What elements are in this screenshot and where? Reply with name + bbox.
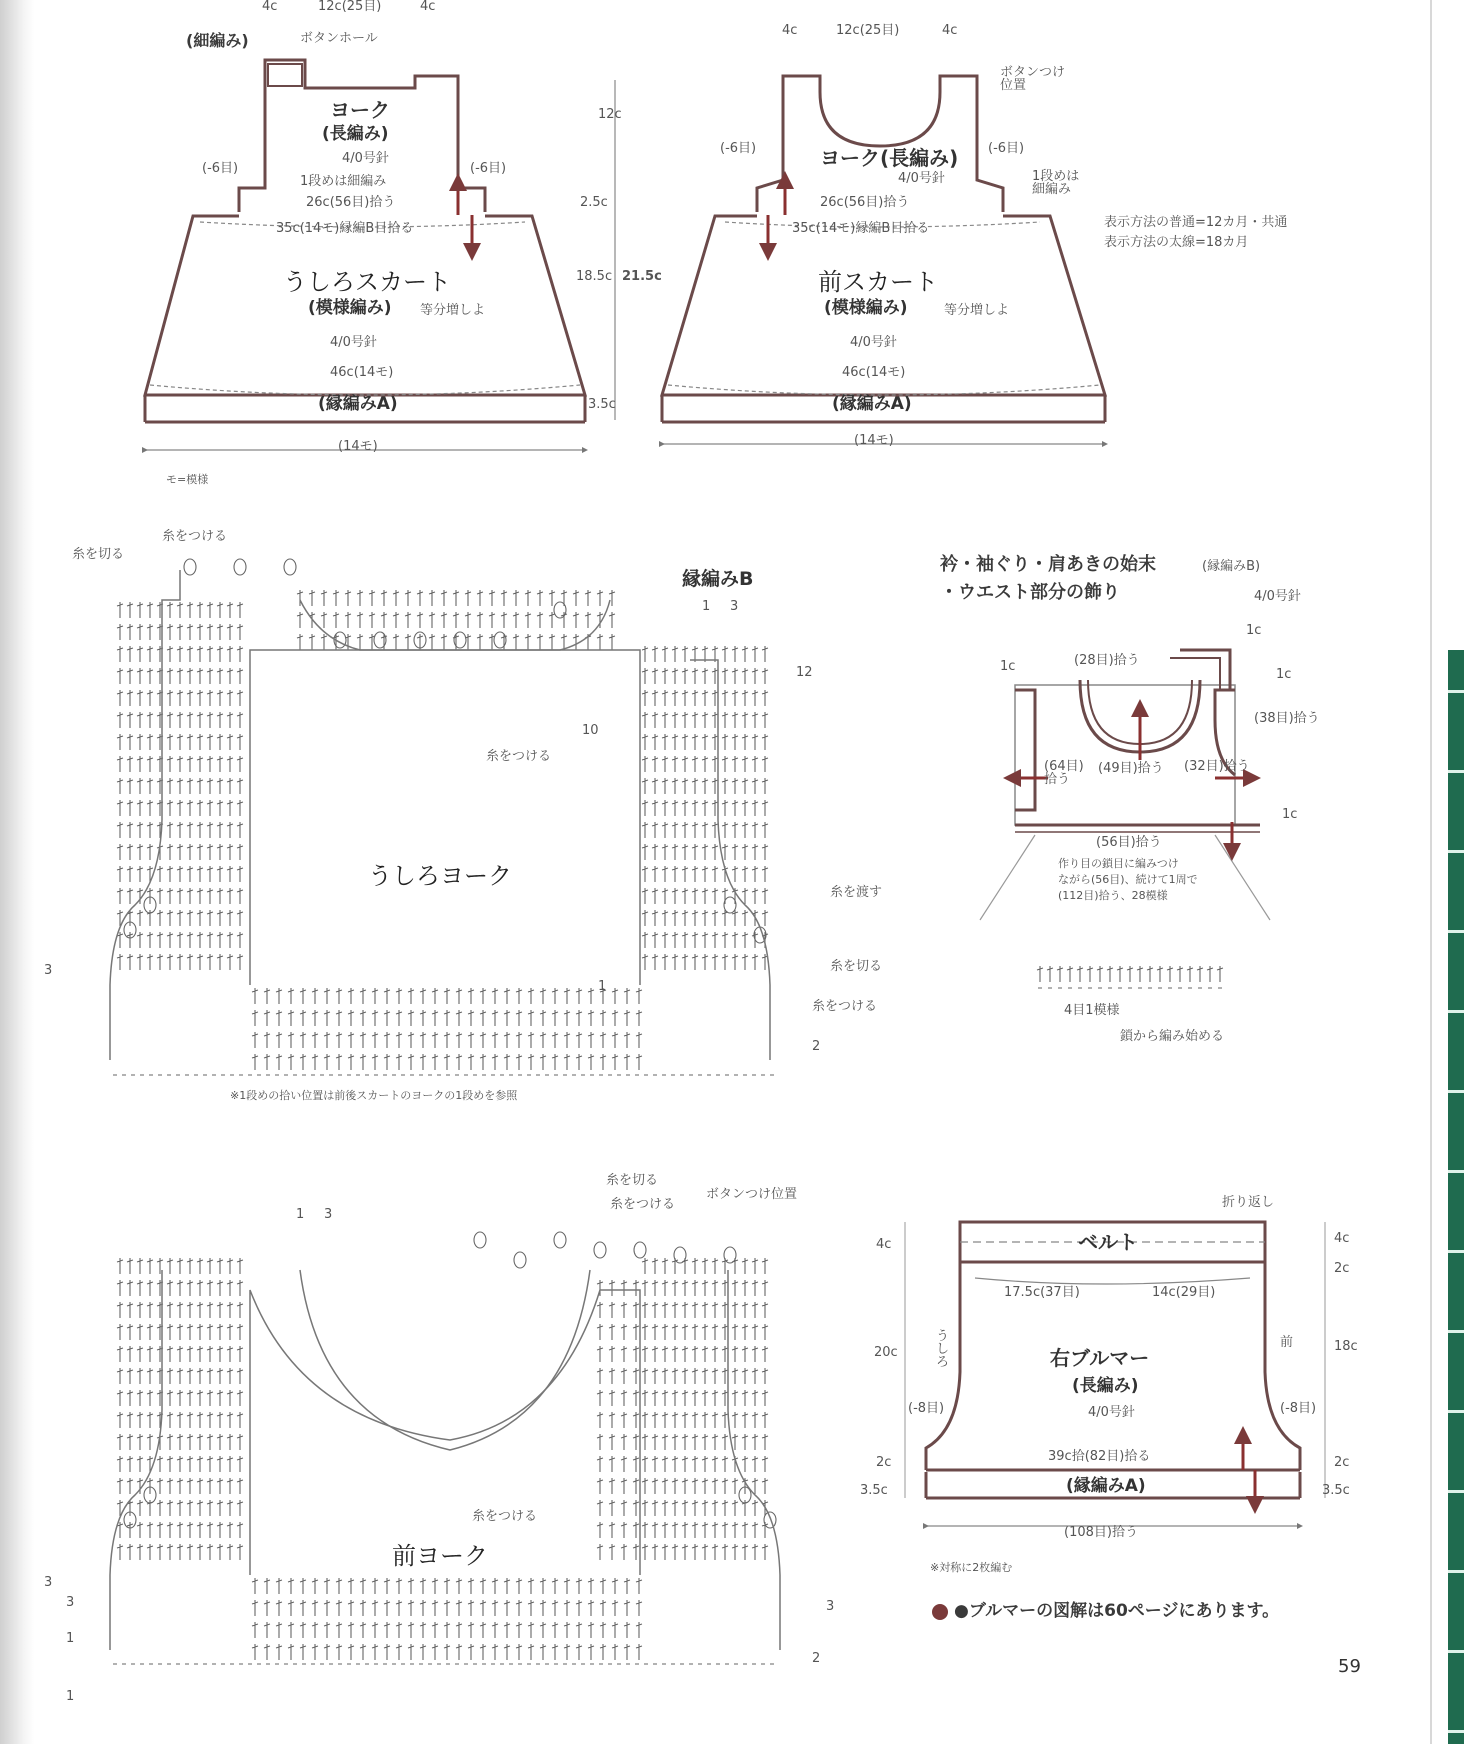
- picot-loop: [764, 1512, 776, 1528]
- bloomers-front-label: 前: [1280, 1335, 1294, 1350]
- back-yoke-chart-outline: [110, 570, 770, 1060]
- front-yoke-chart-title: 前ヨーク: [392, 1542, 488, 1570]
- back-chart-cut-yarn-right: 糸を切る: [830, 959, 883, 974]
- front-row1-note: 1段めは細編み: [1032, 169, 1080, 197]
- back-yoke-chart-title: うしろヨーク: [368, 862, 512, 890]
- picot-loop: [724, 897, 736, 913]
- edge-stitch-b-row-3: 3: [730, 599, 739, 614]
- front-border-label: (縁編みA): [832, 394, 912, 414]
- finish-pick-32: (32目)拾う: [1184, 759, 1250, 774]
- front-top-dim-left: 4c: [782, 23, 798, 38]
- mid-dim-yoke: 12c: [598, 107, 622, 122]
- finish-title-2: ・ウエスト部分の飾り: [940, 582, 1120, 603]
- back-skirt-needle: 4/0号針: [330, 335, 377, 350]
- front-waist-width: 35c(14モ)縁編B目拾る: [792, 221, 930, 236]
- finish-dim-right: 1c: [1276, 667, 1292, 682]
- front-skirt-stitch: (模様編み): [824, 298, 908, 318]
- back-chart-row-3-left: 3: [44, 963, 53, 978]
- front-chart-button-position: ボタンつけ位置: [706, 1187, 798, 1202]
- pattern-unit-note: モ=模様: [166, 473, 209, 486]
- back-chart-row-1-inner: 1: [598, 979, 607, 994]
- front-dec-left: (-6目): [720, 141, 757, 156]
- front-top-dim-right: 4c: [942, 23, 958, 38]
- picot-loop: [554, 602, 566, 618]
- bloomers-page-reference: ●ブルマーの図解は60ページにあります。: [954, 1601, 1280, 1621]
- back-chart-attach-yarn-right: 糸をつける: [812, 999, 878, 1014]
- back-yoke-width: 26c(56目)拾う: [306, 195, 396, 210]
- front-yoke-title: ヨーク(長編み): [820, 146, 959, 170]
- mid-dim-skirt-18: 21.5c: [622, 269, 662, 284]
- bloomers-dim-left-hem: 3.5c: [860, 1483, 888, 1498]
- front-chart-attach-yarn-inner: 糸をつける: [472, 1509, 538, 1524]
- front-chart-row-1-left: 1: [66, 1631, 75, 1646]
- finish-waist-note-3: (112目)拾う、28模様: [1058, 889, 1168, 902]
- back-yoke-stitch: (長編み): [322, 124, 389, 144]
- bloomers-footnote: ※対称に2枚編む: [930, 1561, 1013, 1574]
- bloomers-border-label: (縁編みA): [1066, 1476, 1146, 1496]
- mid-dim-waist: 2.5c: [580, 195, 608, 210]
- front-top-dim-center: 12c(25目): [836, 23, 900, 38]
- back-chart-attach-yarn-mid: 糸をつける: [486, 749, 552, 764]
- picot-loop: [184, 559, 196, 575]
- finish-title-note: (縁編みB): [1202, 559, 1261, 574]
- bloomers-title: 右ブルマー: [1050, 1346, 1150, 1370]
- finish-repeat-label: 4目1模様: [1064, 1003, 1120, 1018]
- front-dim-lines: [615, 80, 1105, 444]
- back-yoke-title: ヨーク: [330, 98, 390, 122]
- bloomers-pick-count: 39c拾(82目)拾る: [1048, 1449, 1151, 1464]
- front-chart-row-1: 1: [296, 1207, 305, 1222]
- front-chart-row-3-left-2: 3: [66, 1595, 75, 1610]
- front-button-position: ボタンつけ位置: [1000, 65, 1066, 93]
- back-buttonhole-label: ボタンホール: [300, 31, 378, 46]
- picot-loop: [554, 1232, 566, 1248]
- finish-waist-note-1: 作り目の鎖目に編みつけ: [1058, 857, 1179, 870]
- front-bottom-width: (14モ): [854, 433, 894, 448]
- bloomers-dim-right-hem: 3.5c: [1322, 1483, 1350, 1498]
- front-hem-width: 46c(14モ): [842, 365, 906, 380]
- back-chart-attach-yarn-top: 糸をつける: [162, 529, 228, 544]
- finish-pick-38: (38目)拾う: [1254, 711, 1320, 726]
- bloomers-stitch: (長編み): [1072, 1376, 1139, 1396]
- picot-loop: [674, 1247, 686, 1263]
- front-skirt-note: 等分増しよ: [944, 303, 1010, 318]
- bloomers-needle: 4/0号針: [1088, 1405, 1135, 1420]
- bloomers-dim-right-belt: 4c: [1334, 1231, 1350, 1246]
- front-chart-cut-yarn: 糸を切る: [606, 1173, 659, 1188]
- bloomers-width-left: 17.5c(37目): [1004, 1285, 1080, 1300]
- bloomers-fold-label: 折り返し: [1222, 1195, 1275, 1210]
- page-number: 59: [1338, 1656, 1361, 1677]
- front-direction-arrows: [768, 180, 785, 252]
- finish-dim-left: 1c: [1000, 659, 1016, 674]
- back-skirt-stitch: (模様編み): [308, 298, 392, 318]
- legend-size-12: 表示方法の普通=12カ月・共通: [1104, 215, 1288, 230]
- bloomers-dec-left: (-8目): [908, 1401, 945, 1416]
- back-dec-right: (-6目): [470, 161, 507, 176]
- back-hem-width: 46c(14モ): [330, 365, 394, 380]
- front-skirt-title: 前スカート: [818, 268, 938, 296]
- back-bottom-width: (14モ): [338, 439, 378, 454]
- front-skirt-needle: 4/0号針: [850, 335, 897, 350]
- front-chart-row-2: 2: [812, 1651, 821, 1666]
- back-chart-cut-yarn: 糸を切る: [72, 547, 125, 562]
- back-chart-row-12: 12: [796, 665, 813, 680]
- bloomers-dec-right: (-8目): [1280, 1401, 1317, 1416]
- bloomers-dim-right-band: 2c: [1334, 1261, 1350, 1276]
- back-waist-width: 35c(14モ)縁編B目拾る: [276, 221, 414, 236]
- finish-pick-64: (64目)拾う: [1044, 759, 1084, 787]
- picot-loop: [234, 559, 246, 575]
- picot-loop: [284, 559, 296, 575]
- front-chart-row-3-left: 3: [44, 1575, 53, 1590]
- finish-dim-bottom-right: 1c: [1282, 807, 1298, 822]
- front-dec-right: (-6目): [988, 141, 1025, 156]
- back-chart-pass-yarn: 糸を渡す: [830, 885, 883, 900]
- finish-pick-56: (56目)拾う: [1096, 835, 1162, 850]
- edge-stitch-b-title: 縁編みB: [682, 568, 754, 590]
- back-dec-left: (-6目): [202, 161, 239, 176]
- note-bullet: [932, 1604, 948, 1620]
- finish-needle: 4/0号針: [1254, 589, 1301, 604]
- edge-stitch-b-row-1: 1: [702, 599, 711, 614]
- finish-dim-top-right: 1c: [1246, 623, 1262, 638]
- back-direction-arrows: [458, 182, 472, 252]
- front-chart-row-3-right: 3: [826, 1599, 835, 1614]
- bloomers-belt-label: ベルト: [1078, 1230, 1138, 1254]
- mid-dim-skirt-12: 18.5c: [576, 269, 613, 284]
- back-border-label: (縁編みA): [318, 394, 398, 414]
- finish-start-note: 鎖から編み始める: [1120, 1029, 1225, 1044]
- bloomers-dim-left-waist: 2c: [876, 1455, 892, 1470]
- finish-pick-49: (49目)拾う: [1098, 761, 1164, 776]
- back-chart-row-2: 2: [812, 1039, 821, 1054]
- bloomers-back-label: うしろ: [936, 1329, 950, 1370]
- bloomers-dim-left-body: 20c: [874, 1345, 898, 1360]
- front-chart-row-1-bottom: 1: [66, 1689, 75, 1704]
- legend-size-18: 表示方法の太線=18カ月: [1104, 235, 1249, 250]
- back-chart-row-10: 10: [582, 723, 599, 738]
- finish-title: 衿・袖ぐり・肩あきの始末: [940, 554, 1156, 575]
- front-chart-attach-yarn: 糸をつける: [610, 1197, 676, 1212]
- back-top-dim-center: 12c(25目): [318, 0, 382, 14]
- bloomers-dim-left-belt: 4c: [876, 1237, 892, 1252]
- back-top-dim-right: 4c: [420, 0, 436, 14]
- finish-pick-28: (28目)拾う: [1074, 653, 1140, 668]
- back-fine-stitch-label: (細編み): [186, 31, 249, 50]
- front-chart-row-3: 3: [324, 1207, 333, 1222]
- back-skirt-title: うしろスカート: [283, 268, 451, 296]
- back-row1-note: 1段めは細編み: [300, 174, 387, 189]
- bloomers-width-right: 14c(29目): [1152, 1285, 1216, 1300]
- picot-loop: [514, 1252, 526, 1268]
- back-top-dim-left: 4c: [262, 0, 278, 14]
- bloomers-bottom-width: (108目)拾う: [1064, 1525, 1138, 1540]
- bloomers-dim-right-waist: 2c: [1334, 1455, 1350, 1470]
- finish-waist-note-2: ながら(56目)、続けて1周で: [1058, 873, 1198, 886]
- picot-loop: [634, 1242, 646, 1258]
- picot-loop: [724, 1247, 736, 1263]
- mid-dim-hem: 3.5c: [588, 397, 616, 412]
- front-yoke-width: 26c(56目)拾う: [820, 195, 910, 210]
- back-skirt-note: 等分増しよ: [420, 303, 486, 318]
- stitch-grid: [113, 590, 1223, 1664]
- back-chart-footnote: ※1段めの拾い位置は前後スカートのヨークの1段めを参照: [230, 1089, 518, 1102]
- bloomers-dim-right-body: 18c: [1334, 1339, 1358, 1354]
- picot-loop: [474, 1232, 486, 1248]
- back-yoke-needle: 4/0号針: [342, 151, 389, 166]
- front-yoke-needle: 4/0号針: [898, 171, 945, 186]
- picot-loop: [594, 1242, 606, 1258]
